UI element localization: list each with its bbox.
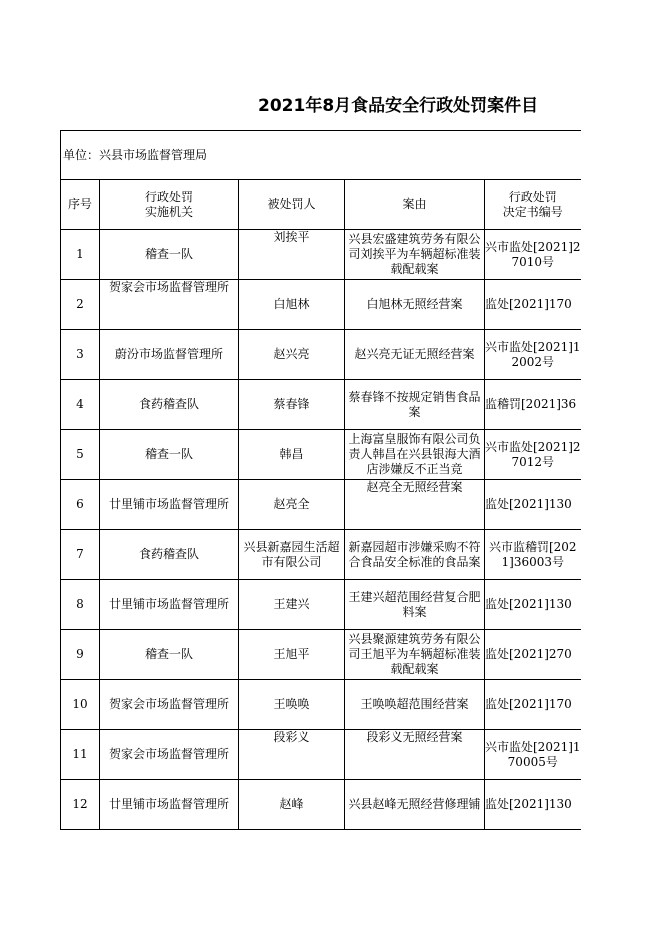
table-row: [61, 430, 581, 480]
cell-party: 刘挨平: [239, 230, 345, 280]
cell-case: 兴县聚源建筑劳务有限公司王旭平为车辆超标准装载配载案: [345, 630, 485, 680]
table-row: [61, 630, 581, 680]
cell-party: 王建兴: [239, 580, 345, 630]
cell-decision: 监处[2021]170: [485, 280, 581, 330]
cell-decision: 兴市监处[2021]27012号: [485, 430, 581, 480]
cell-decision: 监处[2021]270: [485, 630, 581, 680]
cell-agency: 贺家会市场监督管理所: [100, 730, 239, 780]
table-row: [61, 680, 581, 730]
cell-decision: 监处[2021]130: [485, 480, 581, 530]
cell-case: 兴县赵峰无照经营修理铺: [345, 780, 485, 830]
cell-party: 蔡春锋: [239, 380, 345, 430]
cell-seq: 10: [61, 680, 100, 730]
document-title: 2021年8月食品安全行政处罚案件目: [258, 96, 539, 116]
cell-case: 新嘉园超市涉嫌采购不符合食品安全标准的食品案: [345, 530, 485, 580]
cell-case: 蔡春锋不按规定销售食品案: [345, 380, 485, 430]
table-row: [61, 730, 581, 780]
table-row: [61, 480, 581, 530]
header-party: 被处罚人: [239, 180, 345, 230]
cell-party: 白旭林: [239, 280, 345, 330]
cell-agency: 稽查一队: [100, 430, 239, 480]
cell-agency: 廿里铺市场监督管理所: [100, 780, 239, 830]
cell-seq: 12: [61, 780, 100, 830]
cell-party: 赵兴亮: [239, 330, 345, 380]
cell-seq: 2: [61, 280, 100, 330]
cell-agency: 稽查一队: [100, 230, 239, 280]
cell-case: 兴县宏盛建筑劳务有限公司刘挨平为车辆超标准装载配载案: [345, 230, 485, 280]
cell-party: 赵峰: [239, 780, 345, 830]
header-agency: [100, 180, 239, 230]
cell-agency: 食药稽查队: [100, 380, 239, 430]
cell-seq: 5: [61, 430, 100, 480]
cell-case: 段彩义无照经营案: [345, 730, 485, 780]
header-agency-text: 行政处罚 实施机关: [144, 189, 193, 219]
cell-seq: 8: [61, 580, 100, 630]
cell-case: 赵兴亮无证无照经营案: [345, 330, 485, 380]
cell-seq: 9: [61, 630, 100, 680]
table-row: [61, 330, 581, 380]
table-row: [61, 380, 581, 430]
table-row: [61, 580, 581, 630]
cell-decision: 监处[2021]130: [485, 580, 581, 630]
cell-case: 上海富皇服饰有限公司负责人韩昌在兴县银海大酒店涉嫌反不正当竞: [345, 430, 485, 480]
cell-agency: 稽查一队: [100, 630, 239, 680]
cell-decision: 监处[2021]130: [485, 780, 581, 830]
cell-decision: 监处[2021]170: [485, 680, 581, 730]
cell-decision: 兴市监处[2021]27010号: [485, 230, 581, 280]
header-decision-text: 行政处罚 决定书编号: [502, 189, 563, 219]
cell-agency: 贺家会市场监督管理所: [100, 680, 239, 730]
cell-party: 王唤唤: [239, 680, 345, 730]
cell-seq: 11: [61, 730, 100, 780]
unit-label: 单位：兴县市场监督管理局: [61, 131, 581, 180]
cell-party: 段彩义: [239, 730, 345, 780]
cell-party: 赵亮全: [239, 480, 345, 530]
cell-seq: 3: [61, 330, 100, 380]
cell-case: 白旭林无照经营案: [345, 280, 485, 330]
cell-decision: 兴市监处[2021]170005号: [485, 730, 581, 780]
unit-row: [61, 131, 581, 180]
cell-case: 王建兴超范围经营复合肥料案: [345, 580, 485, 630]
cell-decision: 兴市监稽罚[2021]36003号: [485, 530, 581, 580]
cell-agency: 廿里铺市场监督管理所: [100, 480, 239, 530]
cell-party: 韩昌: [239, 430, 345, 480]
cell-agency: 蔚汾市场监督管理所: [100, 330, 239, 380]
penalty-cases-table: [60, 130, 581, 830]
table-row: [61, 530, 581, 580]
cell-seq: 1: [61, 230, 100, 280]
cell-seq: 4: [61, 380, 100, 430]
cell-agency: 贺家会市场监督管理所: [100, 280, 239, 330]
header-case: 案由: [345, 180, 485, 230]
cell-seq: 7: [61, 530, 100, 580]
cell-agency: 食药稽查队: [100, 530, 239, 580]
cell-party: 王旭平: [239, 630, 345, 680]
table-row: [61, 230, 581, 280]
cell-case: 赵亮全无照经营案: [345, 480, 485, 530]
header-row: [61, 180, 581, 230]
header-seq: 序号: [61, 180, 100, 230]
table-row: [61, 280, 581, 330]
table-row: [61, 780, 581, 830]
cell-agency: 廿里铺市场监督管理所: [100, 580, 239, 630]
cell-seq: 6: [61, 480, 100, 530]
cell-decision: 监稽罚[2021]36: [485, 380, 581, 430]
header-decision: [485, 180, 581, 230]
cell-case: 王唤唤超范围经营案: [345, 680, 485, 730]
cell-party: 兴县新嘉园生活超市有限公司: [239, 530, 345, 580]
cell-decision: 兴市监处[2021]12002号: [485, 330, 581, 380]
